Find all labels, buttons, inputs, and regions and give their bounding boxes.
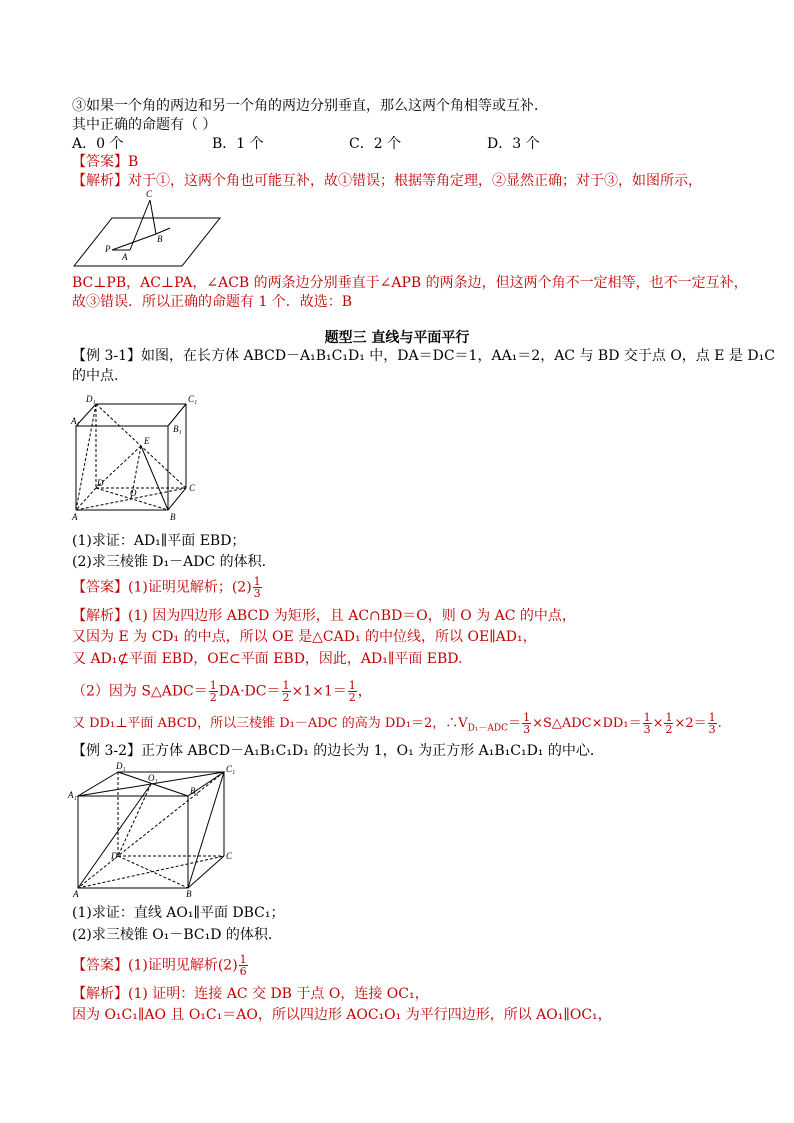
label-c1: C₁: [226, 764, 236, 774]
answer-value: B: [128, 154, 139, 170]
label-a: A: [72, 512, 78, 522]
section-title: 题型三 直线与平面平行: [324, 330, 470, 346]
label-a1: A₁: [68, 790, 77, 800]
solution-line-1: 【解析】对于①，这两个角也可能互补，故①错误；根据等角定理，②显然正确；对于③，如图所示，: [72, 173, 702, 189]
example-3-1-solution-4: （2）因为 S△ADC＝ $\frac{1}{2}$ DA·DC＝ $\frac{1}{2}$ ×1×1＝ $\frac{1}{2}$ ，: [72, 679, 372, 704]
option-a: A．0 个: [72, 136, 124, 152]
option-d: D．3 个: [487, 136, 540, 152]
example-tag: 【例 3-2】: [72, 743, 141, 759]
label-a1: A₁: [71, 416, 80, 426]
statement-3: ③如果一个角的两边和另一个角的两边分别垂直，那么这两个角相等或互补．: [72, 98, 548, 114]
example-3-1-q1: (1)求证：AD₁∥平面 EBD；: [72, 533, 246, 549]
fraction-third: $\frac{1}{3}$: [708, 711, 716, 736]
fraction-half: $\frac{1}{2}$: [665, 711, 673, 736]
label-o: O: [130, 488, 137, 498]
answer-tag: 【答案】: [72, 154, 128, 170]
example-3-2-statement: 【例 3-2】正方体 ABCD－A₁B₁C₁D₁ 的边长为 1，O₁ 为正方形 A₁B₁C₁D₁ 的中心．: [72, 743, 604, 759]
figure-plane-angles: [72, 188, 222, 268]
example-3-2-solution-1: 【解析】(1) 证明：连接 AC 交 DB 于点 O，连接 OC₁，: [72, 986, 429, 1002]
fraction: $\frac{1}{6}$: [239, 953, 247, 978]
solution-tag: 【解析】: [72, 608, 128, 624]
example-3-2-answer: 【答案】(1)证明见解析(2) $\frac{1}{6}$: [72, 953, 247, 978]
example-tag: 【例 3-1】: [72, 348, 141, 364]
answer-line: [72, 153, 138, 171]
option-b: B．1 个: [212, 136, 264, 152]
label-p: P: [105, 244, 111, 254]
label-b: B: [186, 889, 192, 899]
label-b: B: [170, 512, 176, 522]
fraction-third: $\frac{1}{3}$: [523, 711, 531, 736]
solution-line-3: 故③错误．所以正确的命题有 1 个．故选：B: [72, 294, 353, 310]
example-3-1-solution-2: 又因为 E 为 CD₁ 的中点，所以 OE 是△CAD₁ 的中位线，所以 OE∥AD₁，: [72, 629, 537, 645]
fraction-half: $\frac{1}{2}$: [348, 679, 356, 704]
fraction-third: $\frac{1}{3}$: [643, 711, 651, 736]
fraction-half: $\frac{1}{2}$: [282, 679, 290, 704]
example-3-1-statement-end: 的中点.: [72, 368, 119, 384]
label-c: C: [226, 851, 233, 861]
answer-tag: 【答案】: [72, 579, 128, 596]
example-3-2-solution-2: 因为 O₁C₁∥AO 且 O₁C₁＝AO，所以四边形 AOC₁O₁ 为平行四边形，所以 AO₁∥OC₁，: [72, 1007, 612, 1023]
solution-tag: 【解析】: [72, 173, 128, 189]
label-d: D: [111, 851, 118, 861]
example-3-1-solution-1: 【解析】(1) 因为四边形 ABCD 为矩形，且 AC∩BD＝O，则 O 为 AC 的中点，: [72, 608, 576, 624]
example-3-1-solution-5: 又 DD₁⊥平面 ABCD，所以三棱锥 D₁－ADC 的高为 DD₁＝2，$\therefore V_{D_1-ADC}=$ $\frac{1}{3}$ ×S△ADC×DD₁＝ $\frac{1}{3}$ × $\frac{1}{2}$ ×2＝ $\frac{1}{3}$ .: [72, 711, 722, 736]
fraction-half: $\frac{1}{2}$: [209, 679, 217, 704]
label-d: D: [97, 478, 104, 488]
label-e: E: [144, 436, 150, 446]
example-3-1-statement: 【例 3-1】如图，在长方体 ABCD－A₁B₁C₁D₁ 中，DA＝DC＝1，AA₁＝2，AC 与 BD 交于点 O，点 E 是 D₁C: [72, 348, 775, 364]
label-o1: O₁: [148, 773, 158, 783]
answer-tag: 【答案】: [72, 957, 128, 974]
solution-tag: 【解析】: [72, 986, 128, 1002]
label-b1: B₁: [173, 424, 182, 434]
label-c: C: [189, 483, 196, 493]
label-b: B: [157, 234, 163, 244]
example-3-2-q1: (1)求证：直线 AO₁∥平面 DBC₁；: [72, 905, 285, 921]
label-c1: C₁: [188, 394, 198, 404]
solution-line-2: BC⊥PB，AC⊥PA，∠ACB 的两条边分别垂直于∠APB 的两条边，但这两个角不一定相等，也不一定互补，: [72, 275, 748, 291]
example-3-1-q2: (2)求三棱锥 D₁－ADC 的体积.: [72, 554, 267, 570]
label-c: C: [146, 189, 153, 199]
figure-cube: [68, 760, 238, 898]
label-b1: B₁: [190, 786, 199, 796]
question-prompt: 其中正确的命题有（ ）: [72, 117, 217, 133]
label-d1: D₁: [116, 761, 126, 771]
example-3-1-solution-3: 又 AD₁⊄平面 EBD，OE⊂平面 EBD，因此，AD₁∥平面 EBD.: [72, 651, 463, 667]
label-d1: D₁: [86, 394, 96, 404]
example-3-1-answer: 【答案】(1)证明见解析；(2) $\frac{1}{3}$: [72, 575, 261, 600]
label-a: A: [73, 889, 79, 899]
example-3-2-q2: (2)求三棱锥 O₁－BC₁D 的体积．: [72, 927, 282, 943]
figure-cuboid: [72, 390, 202, 522]
option-c: C．2 个: [349, 136, 402, 152]
label-a: A: [122, 252, 128, 262]
fraction: $\frac{1}{3}$: [253, 575, 261, 600]
